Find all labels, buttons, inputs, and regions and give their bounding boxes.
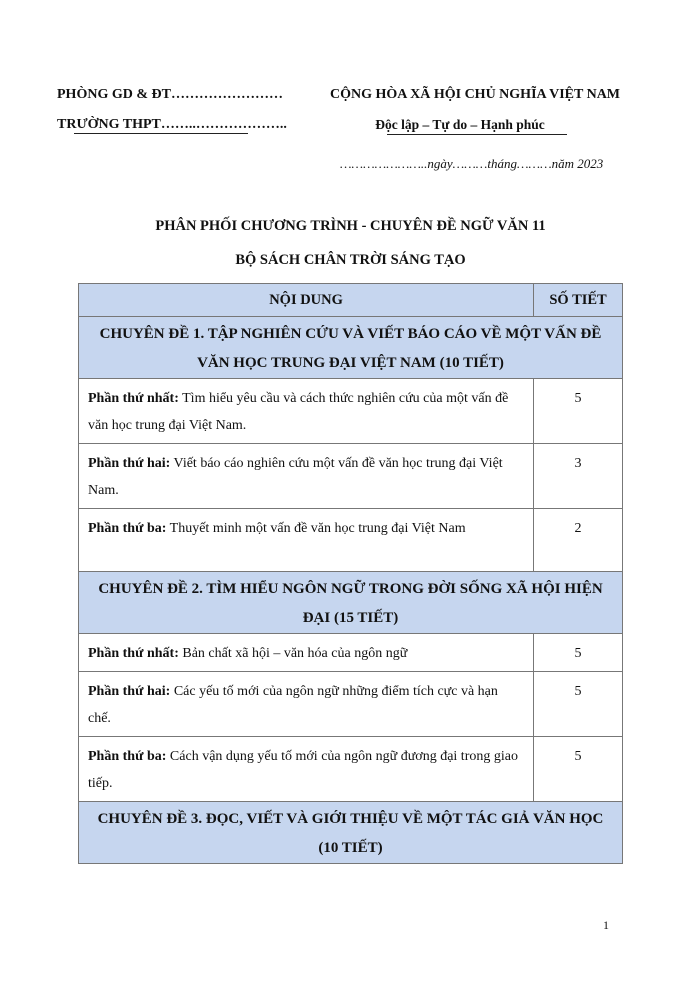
- header-left: [57, 86, 287, 146]
- motto-line: Độc lập – Tự do – Hạnh phúc: [375, 117, 545, 132]
- part-text: Viết báo cáo nghiên cứu một vấn đề văn học trung đại Việt Nam.: [88, 456, 503, 498]
- topic-title: CHUYÊN ĐỀ 1. TẬP NGHIÊN CỨU VÀ VIẾT BÁO CÁO VỀ MỘT VẤN ĐỀ VĂN HỌC TRUNG ĐẠI VIỆT NAM (10 TIẾT): [79, 317, 623, 379]
- lesson-count: 5: [534, 379, 623, 444]
- school-line: TRƯỜNG THPT……..………………..: [57, 117, 287, 132]
- topic-row: [79, 317, 623, 379]
- part-label: Phần thứ hai:: [88, 684, 171, 699]
- date-line: …………………..ngày………tháng………năm 2023: [340, 156, 604, 171]
- topic-title: CHUYÊN ĐỀ 2. TÌM HIỂU NGÔN NGỮ TRONG ĐỜI SỐNG XÃ HỘI HIỆN ĐẠI (15 TIẾT): [79, 572, 623, 634]
- table-row: [79, 672, 623, 737]
- lesson-count: 3: [534, 444, 623, 509]
- lesson-count: 5: [534, 737, 623, 802]
- part-content: [79, 634, 534, 672]
- header-right: [330, 86, 630, 146]
- part-text: Thuyết minh một vấn đề văn học trung đại Việt Nam: [166, 521, 466, 536]
- topic-row: [79, 802, 623, 864]
- table-header-row: [79, 284, 623, 317]
- part-text: Cách vận dụng yếu tố mới của ngôn ngữ đương đại trong giao tiếp.: [88, 749, 518, 791]
- table-row: [79, 737, 623, 802]
- republic-line: CỘNG HÒA XÃ HỘI CHỦ NGHĨA VIỆT NAM: [330, 87, 621, 102]
- lesson-count: 2: [534, 509, 623, 572]
- department-line: PHÒNG GD & ĐT……………………: [57, 87, 283, 102]
- lesson-count: 5: [534, 634, 623, 672]
- part-content: [79, 444, 534, 509]
- page-number: 1: [603, 918, 609, 932]
- part-content: [79, 672, 534, 737]
- document-subtitle: BỘ SÁCH CHÂN TRỜI SÁNG TẠO: [235, 252, 466, 268]
- part-text: Tìm hiểu yêu cầu và cách thức nghiên cứu của một vấn đề văn học trung đại Việt Nam.: [88, 391, 509, 433]
- table-row: [79, 379, 623, 444]
- part-label: Phần thứ ba:: [88, 521, 167, 536]
- table-row: [79, 634, 623, 672]
- document-title: PHÂN PHỐI CHƯƠNG TRÌNH - CHUYÊN ĐỀ NGỮ VĂN 11: [155, 218, 546, 234]
- part-content: [79, 379, 534, 444]
- school-underline: [74, 133, 248, 134]
- content-column-header: NỘI DUNG: [79, 284, 534, 317]
- part-text: Các yếu tố mới của ngôn ngữ những điểm tích cực và hạn chế.: [88, 684, 498, 726]
- curriculum-table: [78, 283, 623, 864]
- part-content: [79, 509, 534, 572]
- part-content: [79, 737, 534, 802]
- lesson-count: 5: [534, 672, 623, 737]
- part-label: Phần thứ nhất:: [88, 391, 179, 406]
- table-row: [79, 444, 623, 509]
- topic-row: [79, 572, 623, 634]
- part-label: Phần thứ hai:: [88, 456, 171, 471]
- table-row: [79, 509, 623, 572]
- part-text: Bản chất xã hội – văn hóa của ngôn ngữ: [178, 646, 408, 661]
- topic-title: CHUYÊN ĐỀ 3. ĐỌC, VIẾT VÀ GIỚI THIỆU VỀ MỘT TÁC GIẢ VĂN HỌC (10 TIẾT): [79, 802, 623, 864]
- count-column-header: SỐ TIẾT: [534, 284, 623, 317]
- motto-underline: [387, 134, 567, 135]
- part-label: Phần thứ ba:: [88, 749, 167, 764]
- part-label: Phần thứ nhất:: [88, 646, 179, 661]
